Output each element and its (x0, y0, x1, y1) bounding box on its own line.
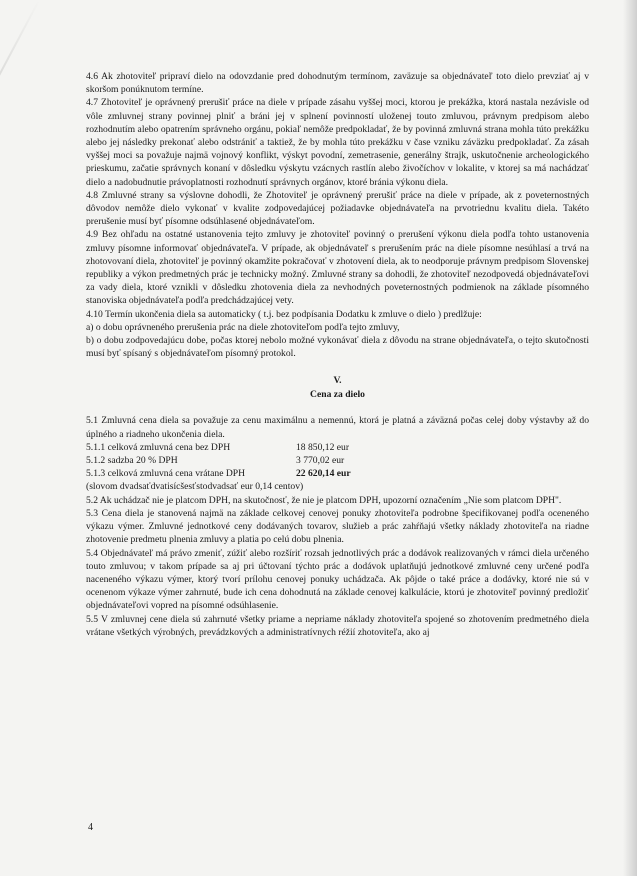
price-in-words: (slovom dvadsaťdvatisícšesťstodvadsať eur 0,14 centov) (86, 481, 304, 493)
price-value: 3 770,02 eur (296, 455, 345, 467)
paragraph-4-6: 4.6 Ak zhotoviteľ pripraví dielo na odovzdanie pred dohodnutým termínom, zaväzuje sa objednávateľ toto dielo prevziať aj v skoršom ponúknutom termíne. (86, 71, 589, 96)
section-number: V. (333, 375, 342, 387)
paragraph-4-10-b: b) o dobu zodpovedajúcu dobe, počas ktorej nebolo možné vykonávať diela z dôvodu na strane objednávateľa, o tejto skutočnosti musí byť spísaný s objednávateľom písomný protokol. (86, 335, 589, 360)
paragraph-5-4: 5.4 Objednávateľ má právo zmeniť, zúžiť alebo rozšíriť rozsah jednotlivých prác a dodávok realizovaných v rámci diela určeného touto zmluvou; v takom prípade sa aj pri účtovaní týchto prác a dodávok uplatňujú jednotkové zmluvné ceny určené podľa naceneného výkazu výmer, ktorý tvorí prílohu cenovej ponuky uchádzača. Ak pôjde o také práce a dodávky, ktoré nie sú v ocenenom výkaze výmer zahrnuté, bude ich cena dohodnutá na základe cenovej kalkulácie, ktorú je zhotoviteľ povinný predložiť objednávateľovi vopred na písomné odsúhlasenie. (86, 547, 589, 612)
price-row-vat (86, 454, 416, 467)
price-value: 18 850,12 eur (296, 441, 350, 453)
page-number: 4 (88, 822, 93, 833)
price-label: 5.1.1 celková zmluvná cena bez DPH (86, 441, 231, 453)
scan-edge-shadow (623, 0, 637, 876)
paragraph-4-9: 4.9 Bez ohľadu na ostatné ustanovenia tejto zmluvy je zhotoviteľ povinný o prerušení výkonu diela podľa tohto ustanovenia zmluvy písomne informovať objednávateľa. V prípade, ak objednávateľ s prerušením prác na diele písomne nesúhlasí a trvá na zhotovovaní diela, zhotoviteľ je povinný okamžite pokračovať v zhotovení diela, ak to neodporuje právnym predpisom Slovenskej republiky a výkon predmetných prác je technicky možný. Zmluvné strany sa dohodli, že zhotoviteľ nezodpovedá objednávateľovi za vady diela, ktoré vznikli v dôsledku zhotovenia diela za nevhodných poveternostných podmienok na základe písomného stanoviska objednávateľa podľa predchádzajúcej vety. (86, 229, 589, 307)
paragraph-5-3: 5.3 Cena diela je stanovená najmä na základe celkovej cenovej ponuky zhotoviteľa podrobne špecifikovanej podľa oceneného výkazu výmer. Zmluvné jednotkové ceny dodávaných tovarov, služieb a prác zahŕňajú všetky náklady zhotoviteľa na riadne zhotovenie predmetu plnenia zmluvy a platia po celú dobu plnenia. (86, 507, 589, 546)
price-label: 5.1.3 celková zmluvná cena vrátane DPH (86, 468, 246, 480)
price-value: 22 620,14 eur (296, 468, 351, 480)
paragraph-4-7: 4.7 Zhotoviteľ je oprávnený prerušiť práce na diele v prípade zásahu vyššej moci, ktorou je prekážka, ktorá nastala nezávisle od vôle zmluvnej strany povinnej plniť a bráni jej v splnení povinností uloženej touto zmluvou, právnym predpisom alebo rozhodnutím alebo opatrením správneho orgánu, pokiaľ nemôže predpokladať, že by povinná zmluvná strana mohla túto prekážku alebo jej následky prekonať alebo odstrániť a taktiež, že by mohla túto prekážku v čase vzniku záväzku predpokladať. Za zásah vyššej moci sa považuje najmä vojnový konflikt, výskyt povodní, zemetrasenie, generálny štrajk, uskutočnenie archeologického prieskumu, začatie správnych konaní v dôsledku výskytu vzácnych rastlín alebo živočíchov v lokalite, v ktorej sa má nachádzať dielo a nadobudnutie právoplatnosti rozhodnutí správnych orgánov, ktoré bránia výkonu diela. (86, 97, 589, 188)
paragraph-5-1: 5.1 Zmluvná cena diela sa považuje za cenu maximálnu a nemennú, ktorá je platná a záväzná počas celej doby výstavby až do úplného a riadneho ukončenia diela. (86, 415, 589, 440)
paragraph-4-10-a: a) o dobu oprávneného prerušenia prác na diele zhotoviteľom podľa tejto zmluvy, (86, 321, 400, 333)
paragraph-4-8: 4.8 Zmluvné strany sa výslovne dohodli, že Zhotoviteľ je oprávnený prerušiť práce na diele v prípade, ak z poveternostných dôvodov nemôže dielo vykonať v kvalite zodpovedajúcej požiadavke objednávateľa na prvotriednu kvalitu diela. Takéto prerušenie musí byť písomne odsúhlasené objednávateľom. (86, 189, 589, 228)
price-label: 5.1.2 sadzba 20 % DPH (86, 455, 178, 467)
section-heading (86, 374, 589, 402)
price-row-total (86, 467, 416, 480)
paragraph-5-2: 5.2 Ak uchádzač nie je platcom DPH, na skutočnosť, že nie je platcom DPH, upozorní označením „Nie som platcom DPH". (86, 494, 562, 506)
section-title: Cena za dielo (310, 389, 365, 401)
scan-fold-line (0, 0, 40, 107)
paragraph-5-5: 5.5 V zmluvnej cene diela sú zahrnuté všetky priame a nepriame náklady zhotoviteľa spojené so zhotovením predmetného diela vrátane všetkých výrobných, prevádzkových a administratívnych réžií zhotoviteľa, ako aj (86, 613, 589, 638)
paragraph-4-10: 4.10 Termín ukončenia diela sa automaticky ( t.j. bez podpísania Dodatku k zmluve o dielo ) predlžuje: (86, 308, 482, 320)
document-body (86, 70, 589, 639)
price-row-without-vat (86, 441, 416, 454)
